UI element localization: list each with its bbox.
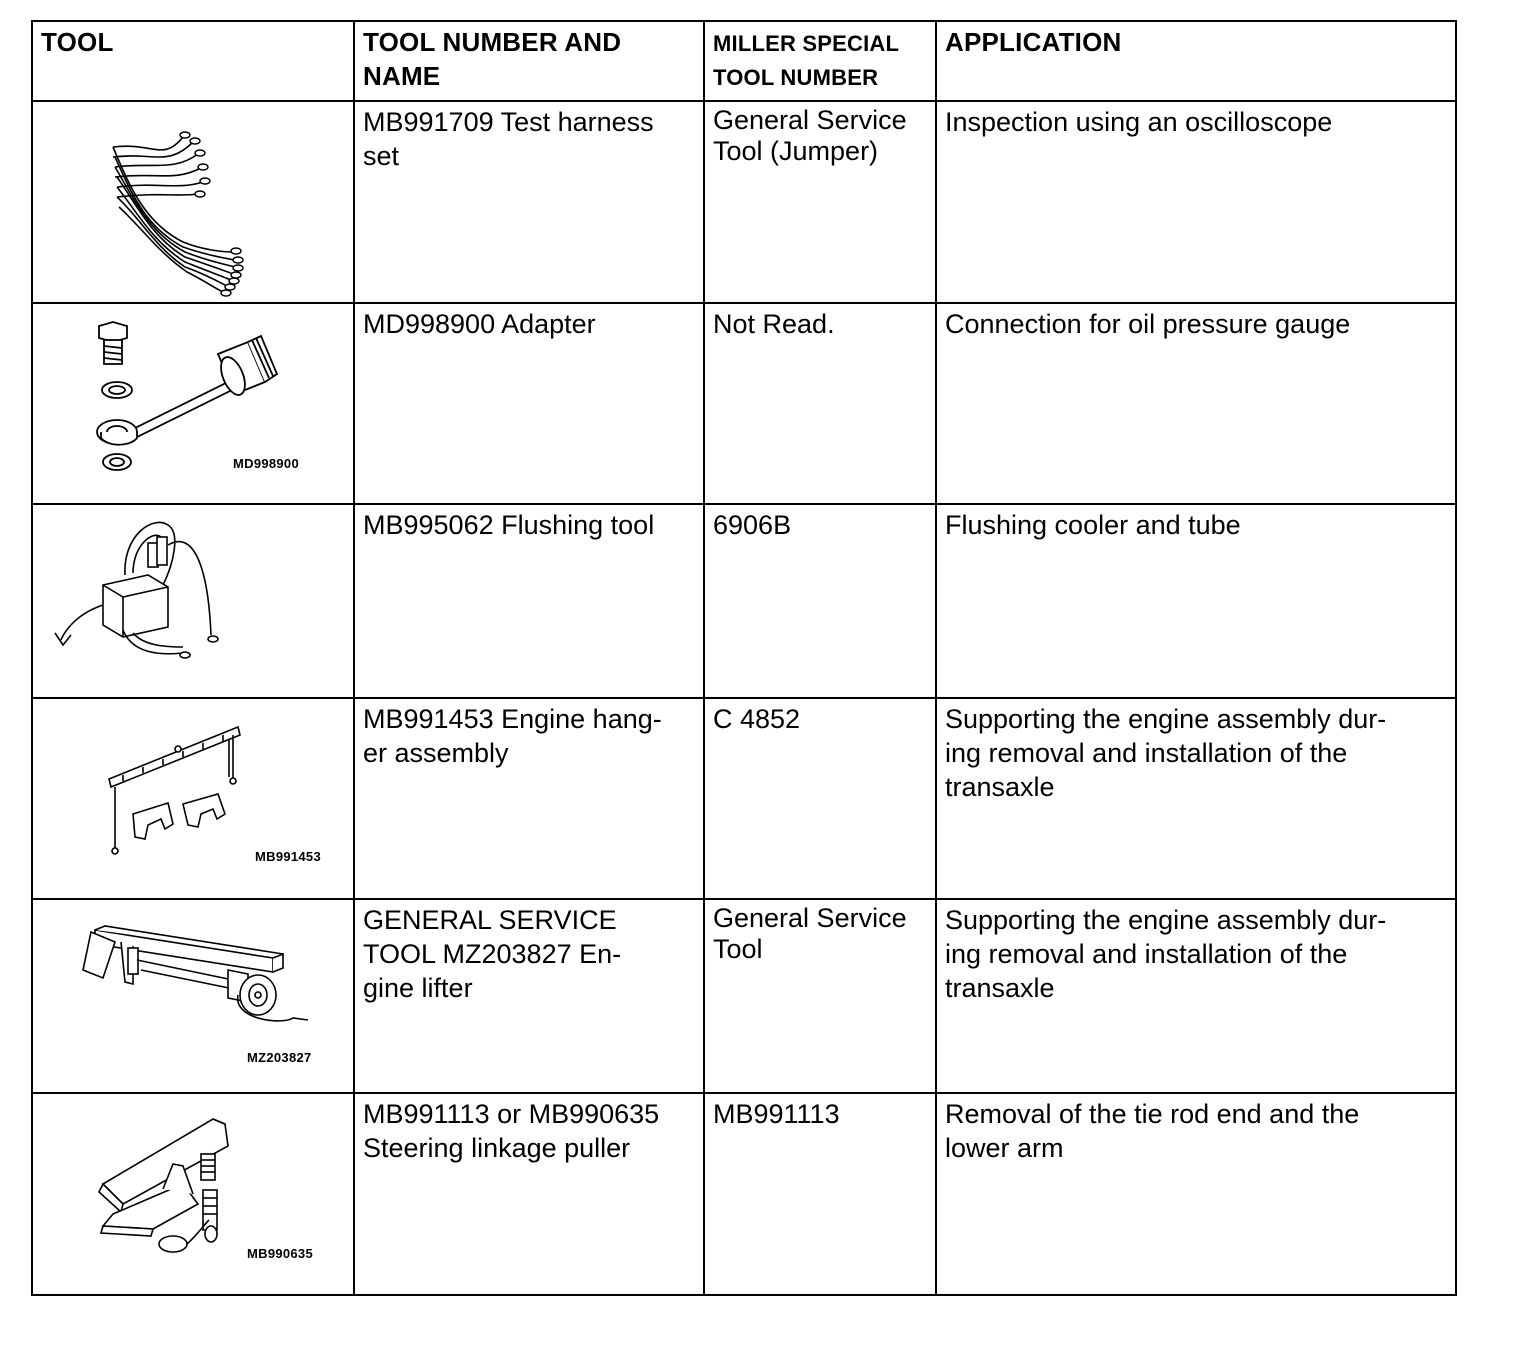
tool-number-and-name-cell [354,1093,704,1295]
header-line: TOOL NUMBER [713,65,879,90]
tool-code-label: MD998900 [233,456,299,471]
tool-number-and-name-cell [354,698,704,899]
tool-number-and-name-cell [354,899,704,1093]
test-harness-set-drawing [33,102,353,302]
application-cell [936,303,1456,504]
miller-number-cell [704,504,936,698]
cell-line: General Service [713,903,907,933]
tool-illustration-cell [32,303,354,504]
cell-line: TOOL MZ203827 En- [363,939,622,969]
cell-line: General Service [713,105,907,135]
cell-line: MB991113 [713,1099,840,1129]
tool-code-label: MB990635 [247,1246,313,1261]
tool-code-label: MZ203827 [247,1050,312,1065]
tool-illustration-cell [32,899,354,1093]
cell-line: MB995062 Flushing tool [363,510,655,540]
tool-number-and-name-cell [354,101,704,303]
cell-line: ing removal and installation of the [945,738,1348,768]
tool-number-and-name-cell [354,504,704,698]
cell-line: C 4852 [713,704,801,734]
tool-illustration-cell [32,1093,354,1295]
header-application: APPLICATION [936,21,1456,101]
application-cell [936,698,1456,899]
cell-line: lower arm [945,1133,1064,1163]
header-tool: TOOL [32,21,354,101]
table-row [32,303,1456,504]
header-line: TOOL NUMBER AND [363,27,622,57]
cell-line: MB991113 or MB990635 [363,1099,660,1129]
miller-number-cell [704,698,936,899]
cell-line: er assembly [363,738,509,768]
miller-number-cell [704,1093,936,1295]
cell-line: Tool (Jumper) [713,136,879,166]
header-miller-special-tool-number [704,21,936,101]
header-tool-number-and-name [354,21,704,101]
engine-hanger-drawing [33,699,353,898]
cell-line: Flushing cooler and tube [945,510,1241,540]
tool-illustration-cell [32,101,354,303]
header-row [32,21,1456,101]
cell-line: transaxle [945,973,1055,1003]
cell-line: MB991709 Test harness [363,107,654,137]
cell-line: GENERAL SERVICE [363,905,617,935]
miller-number-cell [704,899,936,1093]
cell-line: Supporting the engine assembly dur- [945,905,1387,935]
table-row [32,1093,1456,1295]
cell-line: MD998900 Adapter [363,309,596,339]
cell-line: Removal of the tie rod end and the [945,1099,1360,1129]
cell-line: ing removal and installation of the [945,939,1348,969]
cell-line: set [363,141,400,171]
cell-line: MB991453 Engine hang- [363,704,662,734]
application-cell [936,1093,1456,1295]
tool-illustration-cell [32,504,354,698]
cell-line: Supporting the engine assembly dur- [945,704,1387,734]
miller-number-cell [704,303,936,504]
cell-line: Tool [713,934,763,964]
cell-line: gine lifter [363,973,473,1003]
cell-line: Inspection using an oscilloscope [945,107,1333,137]
tool-code-label: MB991453 [255,849,321,864]
flushing-tool-drawing [33,505,353,697]
table-row [32,698,1456,899]
application-cell [936,101,1456,303]
cell-line: transaxle [945,772,1055,802]
cell-line: Steering linkage puller [363,1133,631,1163]
tool-illustration-cell [32,698,354,899]
adapter-drawing [33,304,353,503]
application-cell [936,504,1456,698]
table-row [32,504,1456,698]
cell-line: Connection for oil pressure gauge [945,309,1351,339]
miller-number-cell [704,101,936,303]
cell-line: 6906B [713,510,792,540]
table-row [32,899,1456,1093]
steering-linkage-puller-drawing [33,1094,353,1294]
header-line: MILLER SPECIAL [713,31,900,56]
special-tools-table [31,20,1457,1296]
application-cell [936,899,1456,1093]
cell-line: Not Read. [713,309,835,339]
tool-number-and-name-cell [354,303,704,504]
table-row [32,101,1456,303]
header-line: NAME [363,61,441,91]
